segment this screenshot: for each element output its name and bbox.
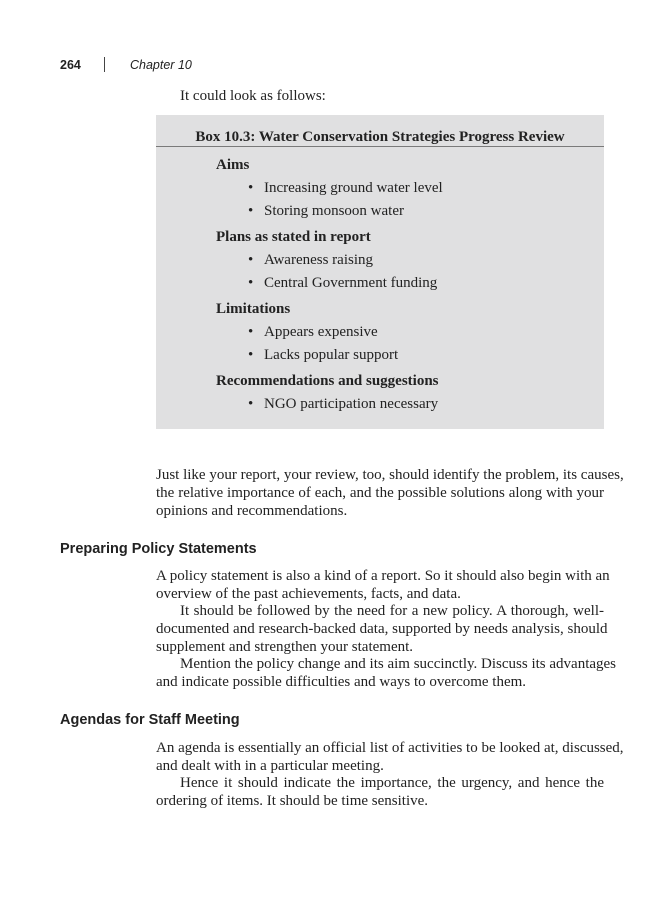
- box-bullet-item: • Appears expensive: [216, 321, 443, 344]
- section-heading-agenda: Agendas for Staff Meeting: [60, 712, 240, 728]
- policy-paragraph-1: A policy statement is also a kind of a report. So it should also begin with an overview of the past achievements, facts, and data.: [156, 568, 610, 602]
- bullet-dot: •: [248, 180, 254, 196]
- chapter-label: Chapter 10: [130, 58, 192, 72]
- box-bullet-item: • Central Government funding: [216, 272, 443, 295]
- box-bullet-item: • Storing monsoon water: [216, 200, 443, 223]
- bullet-dot: •: [248, 203, 254, 219]
- box-10-3: [156, 115, 604, 429]
- bullet-dot: •: [248, 252, 254, 268]
- bullet-dot: •: [248, 275, 254, 291]
- agenda-paragraph-1: An agenda is essentially an official list of activities to be looked at, discussed, and dealt with in a particular meeting.: [156, 740, 624, 774]
- intro-text: It could look as follows:: [180, 88, 326, 104]
- bullet-dot: •: [248, 324, 254, 340]
- policy-paragraph-3: Mention the policy change and its aim succinctly. Discuss its advantages and indicate possible difficulties and ways to overcome them.: [156, 656, 617, 690]
- box-section-heading: Limitations: [216, 301, 291, 317]
- header-divider: [104, 57, 105, 72]
- box-bullet-item: • Increasing ground water level: [216, 177, 443, 200]
- policy-paragraph-2: It should be followed by the need for a new policy. A thorough, well- documented and research-backed data, supported by needs analysis, should supplement and strengthen your statement.: [156, 603, 608, 655]
- box-content: [216, 154, 443, 416]
- box-section-heading: Aims: [216, 157, 250, 173]
- bullet-dot: •: [248, 347, 254, 363]
- box-section-heading: Plans as stated in report: [216, 229, 371, 245]
- box-section-heading: Recommendations and suggestions: [216, 373, 439, 389]
- box-title-rule: [156, 146, 604, 147]
- box-bullet-item: • NGO participation necessary: [216, 393, 443, 416]
- box-title: Box 10.3: Water Conservation Strategies Progress Review: [195, 129, 565, 145]
- review-paragraph: Just like your report, your review, too, should identify the problem, its causes, the relative importance of each, and the possible solutions along with your opinions and recommendations.: [156, 467, 624, 519]
- page-number: 264: [60, 58, 81, 72]
- agenda-paragraph-2: Hence it should indicate the importance, the urgency, and hence the ordering of items. It should be time sensitive.: [156, 775, 604, 809]
- box-bullet-item: • Awareness raising: [216, 249, 443, 272]
- bullet-dot: •: [248, 396, 254, 412]
- box-bullet-item: • Lacks popular support: [216, 344, 443, 367]
- section-heading-policy: Preparing Policy Statements: [60, 541, 257, 557]
